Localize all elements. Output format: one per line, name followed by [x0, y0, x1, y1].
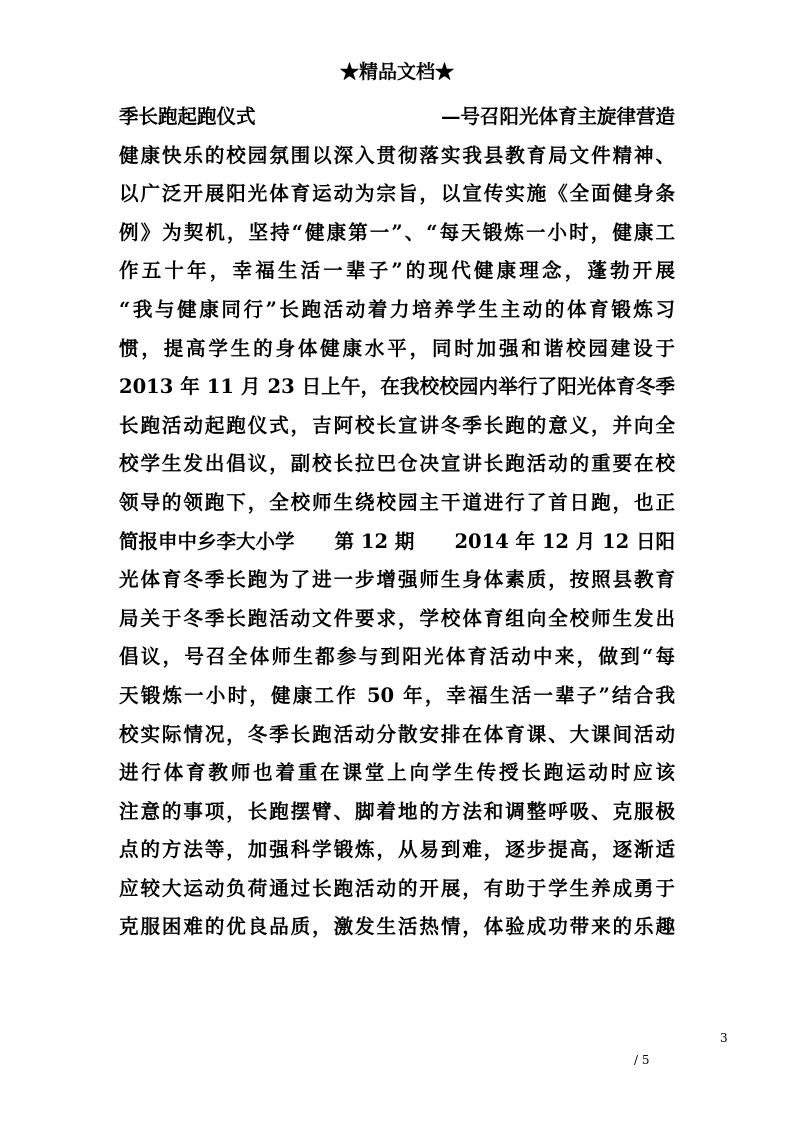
text-line: 天锻炼一小时，健康工作 50 年，幸福生活一辈子”结合我 [119, 683, 675, 707]
text-line: 校学生发出倡议，副校长拉巴仓决宣讲长跑活动的重要在校 [119, 452, 675, 476]
document-body [119, 98, 675, 947]
text-line: 例》为契机，坚持“健康第一”、“每天锻炼一小时，健康工 [119, 220, 675, 244]
text-line: 克服困难的优良品质，激发生活热情，体验成功带来的乐趣 [119, 915, 675, 939]
text-line: 进行体育教师也着重在课堂上向学生传授长跑运动时应该 [119, 761, 675, 785]
issue-number: 第 12 期 [334, 529, 415, 553]
text-line: “我与健康同行”长跑活动着力培养学生主动的体育锻炼习 [119, 297, 675, 321]
text-line: 注意的事项，长跑摆臂、脚着地的方法和调整呼吸、克服极 [119, 799, 675, 823]
text-line-issue [119, 523, 675, 562]
text-line: 以广泛开展阳光体育运动为宗旨，以宣传实施《全面健身条 [119, 182, 675, 206]
text-line: 作五十年，幸福生活一辈子”的现代健康理念，蓬勃开展 [119, 259, 675, 283]
text-line: 点的方法等，加强科学锻炼，从易到难，逐步提高，逐渐适 [119, 838, 675, 862]
text-line-title-left: 季长跑起跑仪式 [119, 105, 256, 128]
text-line-title-right: —号召阳光体育主旋律营造 [440, 105, 675, 128]
text-line: 长跑活动起跑仪式，吉阿校长宣讲冬季长跑的意义，并向全 [119, 413, 675, 437]
issue-school: 简报申中乡李大小学 [119, 529, 295, 553]
text-line: 光体育冬季长跑为了进一步增强师生身体素质，按照县教育 [119, 568, 675, 592]
text-line: 2013 年 11 月 23 日上午，在我校校园内举行了阳光体育冬季 [119, 375, 675, 399]
issue-date: 2014 年 12 月 12 日阳 [454, 529, 675, 553]
text-line: 健康快乐的校园氛围以深入贯彻落实我县教育局文件精神、 [119, 143, 675, 167]
text-line: 惯，提高学生的身体健康水平，同时加强和谐校园建设于 [119, 336, 675, 360]
page-number: 3 [720, 1031, 728, 1045]
text-line: 局关于冬季长跑活动文件要求，学校体育组向全校师生发出 [119, 606, 675, 630]
text-line: 应较大运动负荷通过长跑活动的开展，有助于学生养成勇于 [119, 876, 675, 900]
text-line: 校实际情况，冬季长跑活动分散安排在体育课、大课间活动 [119, 722, 675, 746]
document-header: ★精品文档★ [339, 61, 454, 83]
text-line-title [119, 98, 675, 137]
text-line: 领导的领跑下，全校师生绕校园主干道进行了首日跑，也正 [119, 490, 675, 514]
page-total: / 5 [634, 1053, 650, 1067]
text-line: 倡议，号召全体师生都参与到阳光体育活动中来，做到“每 [119, 645, 675, 669]
